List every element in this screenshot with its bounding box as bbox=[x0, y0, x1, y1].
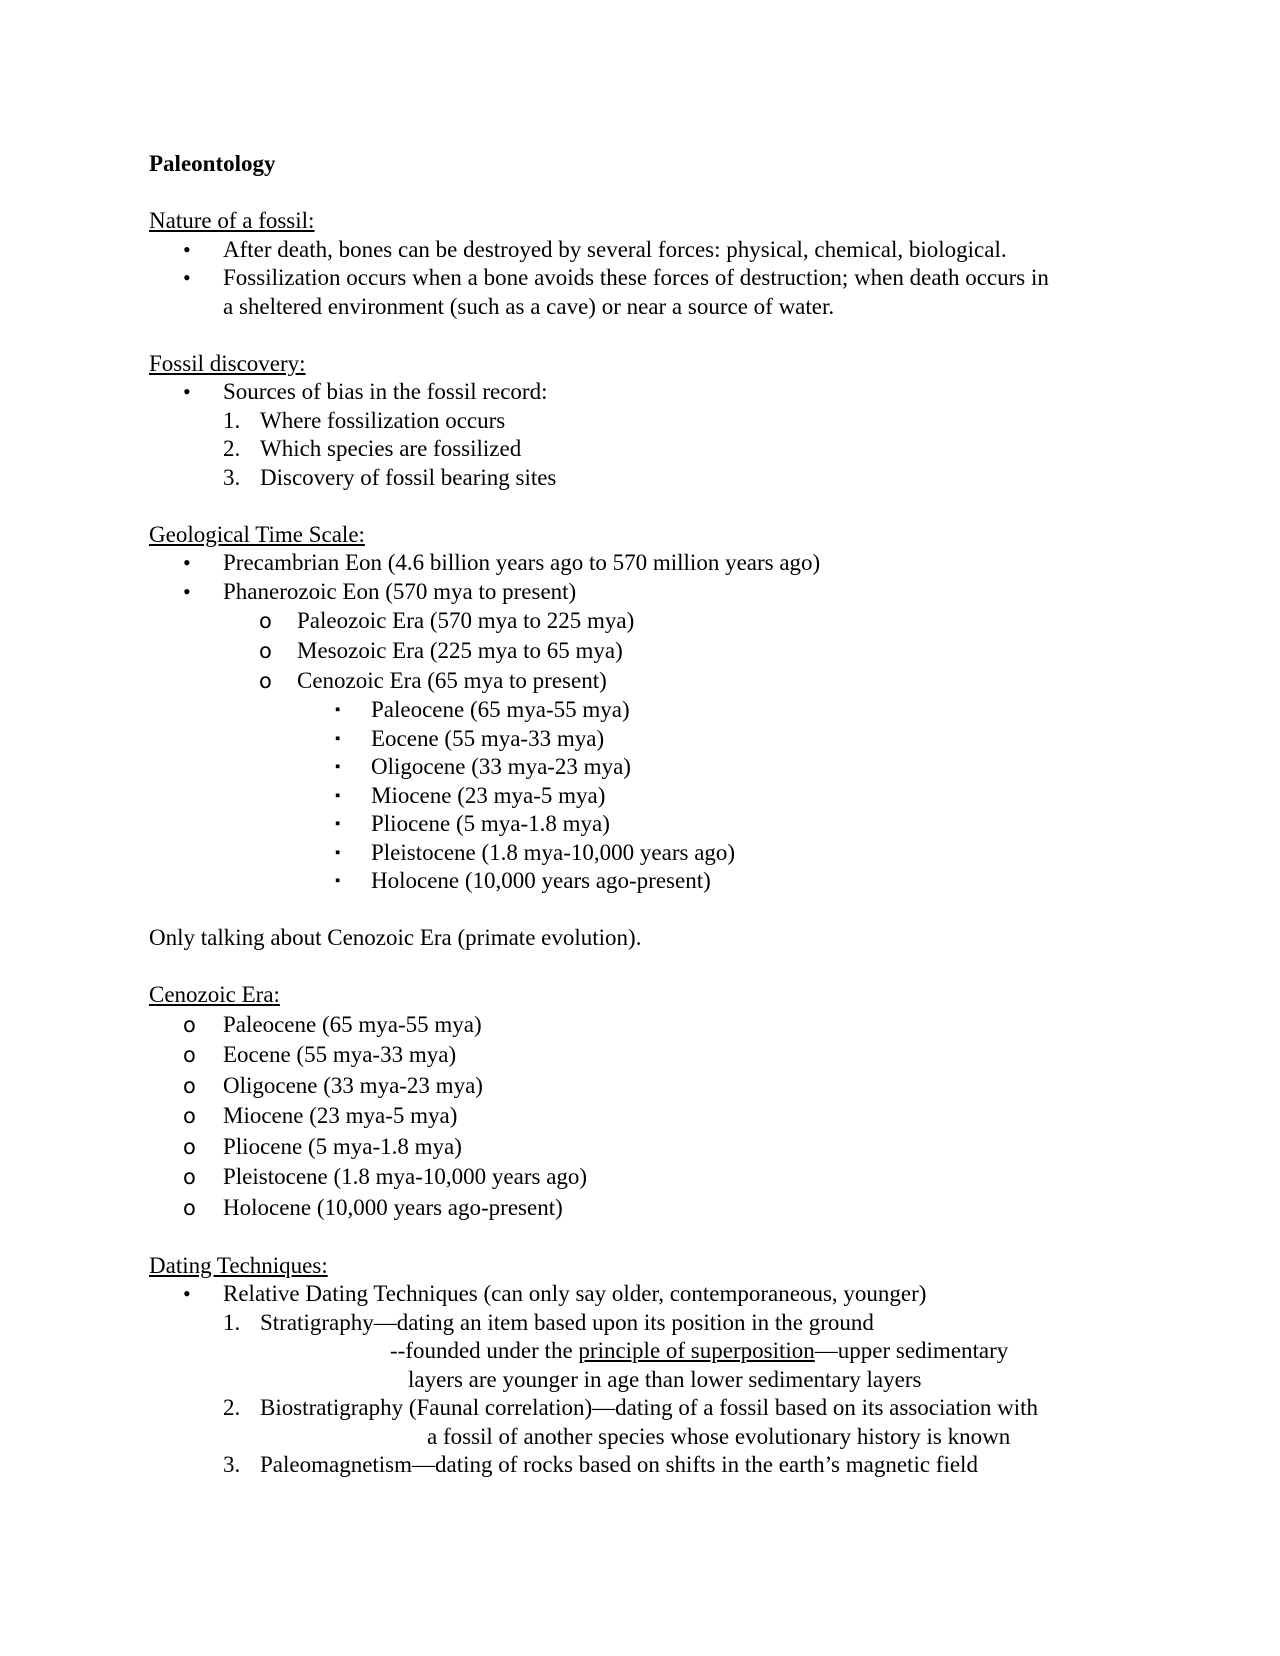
section-dating-techniques bbox=[149, 1252, 1139, 1480]
numbered-item: 1. Stratigraphy—dating an item based upon its position in the ground bbox=[149, 1309, 1139, 1338]
circle-bullet-icon: o bbox=[183, 1043, 196, 1067]
item-number: 2. bbox=[223, 1395, 241, 1420]
list-item: • Phanerozoic Eon (570 mya to present) bbox=[149, 578, 1139, 607]
item-number: 3. bbox=[223, 464, 241, 490]
document-body bbox=[149, 150, 1139, 1508]
section-cenozoic-era bbox=[149, 981, 1139, 1223]
square-bullet-icon: ▪ bbox=[335, 844, 341, 861]
list-item: ▪ Eocene (55 mya-33 mya) bbox=[149, 725, 1139, 754]
circle-bullet-icon: o bbox=[183, 1195, 196, 1220]
square-bullet-icon: ▪ bbox=[335, 787, 341, 804]
square-bullet-icon: ▪ bbox=[335, 702, 341, 718]
list-item: ▪ Holocene (10,000 years ago-present) bbox=[149, 867, 1139, 896]
list-item: o Cenozoic Era (65 mya to present) bbox=[149, 666, 1139, 696]
list-item: o Mesozoic Era (225 mya to 65 mya) bbox=[149, 636, 1139, 666]
circle-bullet-icon: o bbox=[183, 1134, 196, 1159]
list-item: o Pliocene (5 mya-1.8 mya) bbox=[149, 1132, 1139, 1163]
square-bullet-icon: ▪ bbox=[335, 759, 341, 775]
circle-bullet-icon: o bbox=[259, 609, 272, 633]
bullet-icon: • bbox=[183, 550, 191, 575]
numbered-item-continuation: layers are younger in age than lower sedimentary layers bbox=[408, 1366, 922, 1392]
circle-bullet-icon: o bbox=[259, 669, 272, 693]
list-item: o Pleistocene (1.8 mya-10,000 years ago) bbox=[149, 1162, 1139, 1193]
circle-bullet-icon: o bbox=[183, 1165, 196, 1189]
item-number: 1. bbox=[223, 1309, 241, 1335]
circle-bullet-icon: o bbox=[183, 1073, 196, 1098]
list-item: • Fossilization occurs when a bone avoids these forces of destruction; when death occurs in bbox=[149, 264, 1139, 293]
list-item: o Miocene (23 mya-5 mya) bbox=[149, 1101, 1139, 1132]
list-item: • Sources of bias in the fossil record: bbox=[149, 378, 1139, 407]
bullet-icon: • bbox=[183, 1281, 191, 1306]
bullet-icon: • bbox=[183, 379, 191, 404]
section-nature-of-fossil bbox=[149, 207, 1139, 321]
square-bullet-icon: ▪ bbox=[335, 816, 341, 832]
term-principle-of-superposition: principle of superposition bbox=[578, 1338, 815, 1363]
list-item: ▪ Oligocene (33 mya-23 mya) bbox=[149, 753, 1139, 782]
page-title: Paleontology bbox=[149, 151, 276, 176]
section-heading: Geological Time Scale: bbox=[149, 521, 365, 547]
list-item: ▪ Pleistocene (1.8 mya-10,000 years ago) bbox=[149, 839, 1139, 868]
list-item: o Holocene (10,000 years ago-present) bbox=[149, 1193, 1139, 1224]
square-bullet-icon: ▪ bbox=[335, 730, 341, 747]
numbered-item: 3. Discovery of fossil bearing sites bbox=[149, 464, 1139, 493]
section-fossil-discovery bbox=[149, 350, 1139, 493]
list-item: • After death, bones can be destroyed by several forces: physical, chemical, biological. bbox=[149, 236, 1139, 265]
numbered-item: 2. Which species are fossilized bbox=[149, 435, 1139, 464]
list-item: ▪ Miocene (23 mya-5 mya) bbox=[149, 782, 1139, 811]
list-item: ▪ Paleocene (65 mya-55 mya) bbox=[149, 696, 1139, 725]
item-number: 1. bbox=[223, 407, 241, 433]
list-item: o Paleocene (65 mya-55 mya) bbox=[149, 1010, 1139, 1041]
numbered-item-continuation: --founded under the principle of superposition—upper sedimentary bbox=[390, 1338, 1009, 1363]
note-paragraph: Only talking about Cenozoic Era (primate evolution). bbox=[149, 925, 642, 950]
circle-bullet-icon: o bbox=[183, 1104, 196, 1128]
section-heading: Fossil discovery: bbox=[149, 350, 306, 376]
numbered-item: 3. Paleomagnetism—dating of rocks based on shifts in the earth’s magnetic field bbox=[149, 1451, 1139, 1480]
list-item: o Eocene (55 mya-33 mya) bbox=[149, 1040, 1139, 1071]
numbered-item-continuation: a fossil of another species whose evolutionary history is known bbox=[427, 1423, 1011, 1449]
item-number: 3. bbox=[223, 1452, 241, 1477]
list-item-continuation: a sheltered environment (such as a cave) or near a source of water. bbox=[223, 293, 835, 319]
numbered-item: 1. Where fossilization occurs bbox=[149, 407, 1139, 436]
section-heading: Dating Techniques: bbox=[149, 1252, 328, 1278]
section-heading: Nature of a fossil: bbox=[149, 208, 315, 233]
circle-bullet-icon: o bbox=[259, 639, 272, 663]
list-item: • Precambrian Eon (4.6 billion years ago to 570 million years ago) bbox=[149, 549, 1139, 578]
list-item: o Paleozoic Era (570 mya to 225 mya) bbox=[149, 606, 1139, 636]
list-item: ▪ Pliocene (5 mya-1.8 mya) bbox=[149, 810, 1139, 839]
square-bullet-icon: ▪ bbox=[335, 873, 341, 889]
list-item: • Relative Dating Techniques (can only say older, contemporaneous, younger) bbox=[149, 1280, 1139, 1309]
numbered-item: 2. Biostratigraphy (Faunal correlation)—dating of a fossil based on its association with bbox=[149, 1394, 1139, 1423]
circle-bullet-icon: o bbox=[183, 1012, 196, 1037]
bullet-icon: • bbox=[183, 578, 191, 604]
item-number: 2. bbox=[223, 436, 241, 461]
section-geological-time-scale bbox=[149, 521, 1139, 896]
list-item: o Oligocene (33 mya-23 mya) bbox=[149, 1071, 1139, 1102]
section-heading: Cenozoic Era: bbox=[149, 982, 280, 1007]
bullet-icon: • bbox=[183, 265, 191, 290]
bullet-icon: • bbox=[183, 236, 191, 262]
